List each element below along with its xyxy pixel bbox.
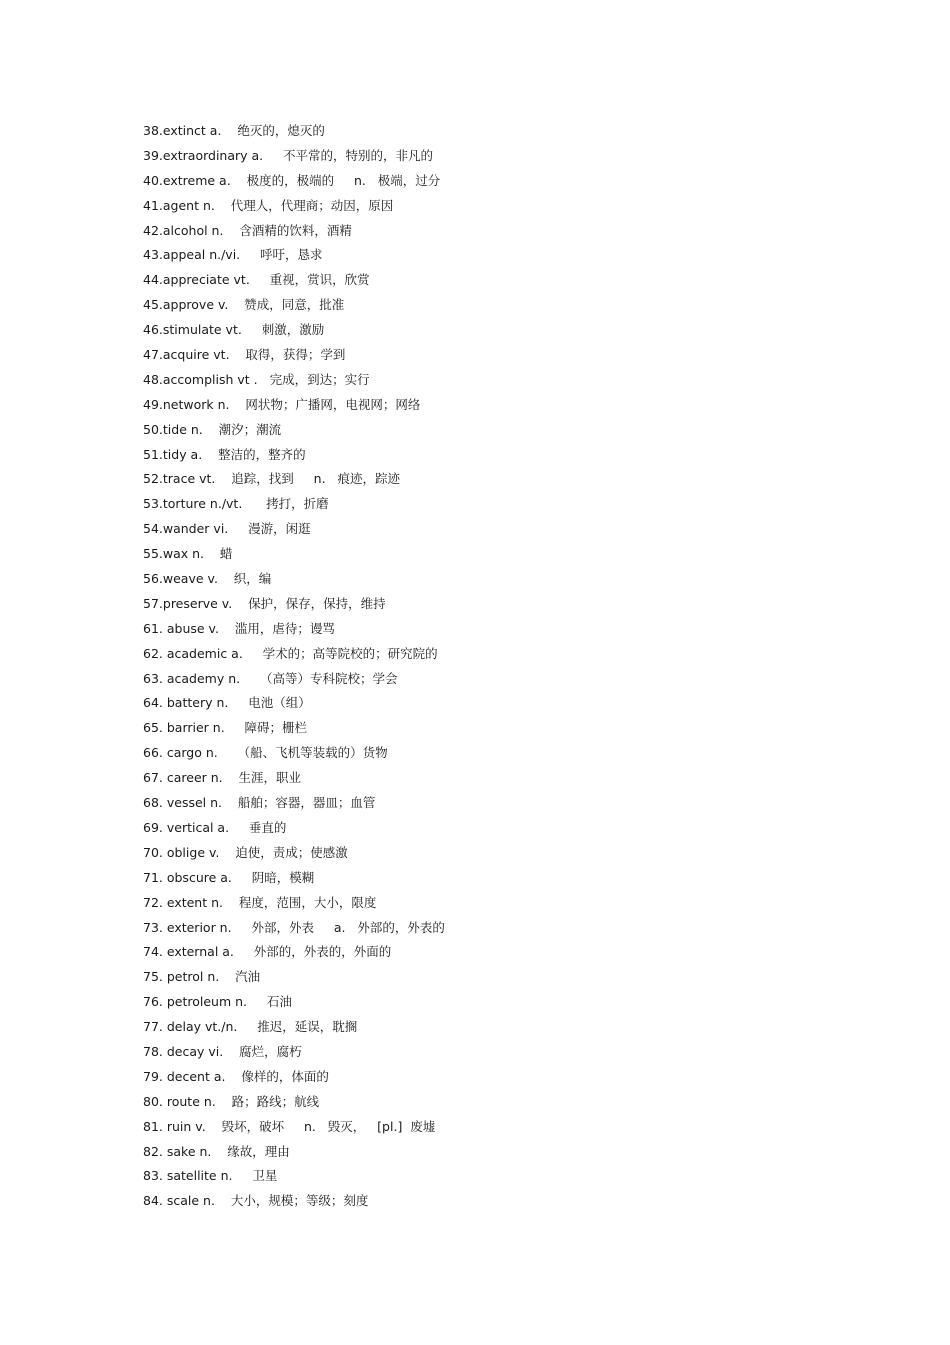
vocabulary-entry-text: 65. barrier n. 障碍；栅栏 [143,720,308,736]
vocabulary-entry-text: 44.appreciate vt. 重视，赏识，欣赏 [143,272,370,288]
vocabulary-entry [143,716,903,741]
vocabulary-entry [143,866,903,891]
vocabulary-entry [143,691,903,716]
vocabulary-entry-text: 43.appeal n./vi. 呼吁，恳求 [143,247,323,263]
vocabulary-entry-text: 41.agent n. 代理人，代理商；动因，原因 [143,197,394,213]
vocabulary-entry [143,467,903,492]
vocabulary-entry [143,517,903,542]
vocabulary-entry-text: 56.weave v. 织，编 [143,571,272,587]
vocabulary-entry-text: 70. oblige v. 迫使，责成；使感激 [143,844,348,860]
vocabulary-entry-text: 68. vessel n. 船舶；容器，器皿；血管 [143,795,376,811]
vocabulary-entry-text: 66. cargo n. （船、飞机等装载的）货物 [143,745,388,761]
vocabulary-entry [143,144,903,169]
vocabulary-entry [143,940,903,965]
vocabulary-entry-text: 62. academic a. 学术的；高等院校的；研究院的 [143,645,438,661]
vocabulary-entry [143,617,903,642]
vocabulary-entry-text: 78. decay vi. 腐烂，腐朽 [143,1043,302,1059]
vocabulary-entry-text: 77. delay vt./n. 推迟，延误，耽搁 [143,1019,358,1035]
vocabulary-entry [143,169,903,194]
vocabulary-entry-text: 69. vertical a. 垂直的 [143,819,287,835]
vocabulary-entry [143,243,903,268]
vocabulary-entry-text: 73. exterior n. 外部，外表 a. 外部的，外表的 [143,919,445,935]
vocabulary-entry-text: 50.tide n. 潮汐；潮流 [143,421,282,437]
vocabulary-entry [143,268,903,293]
vocabulary-entry-text: 52.trace vt. 追踪，找到 n. 痕迹，踪迹 [143,471,400,487]
vocabulary-entry [143,542,903,567]
vocabulary-entry [143,119,903,144]
vocabulary-entry-text: 46.stimulate vt. 刺激，激励 [143,322,325,338]
vocabulary-entry-text: 71. obscure a. 阴暗，模糊 [143,869,315,885]
vocabulary-entry-text: 67. career n. 生涯，职业 [143,770,302,786]
vocabulary-entry [143,916,903,941]
vocabulary-entry-text: 45.approve v. 赞成，同意，批准 [143,297,345,313]
vocabulary-entry [143,393,903,418]
vocabulary-entry-text: 39.extraordinary a. 不平常的，特别的，非凡的 [143,147,434,163]
vocabulary-entry [143,1189,903,1214]
vocabulary-entry [143,791,903,816]
vocabulary-entry-text: 64. battery n. 电池（组） [143,695,311,711]
vocabulary-list [143,119,903,1214]
vocabulary-entry [143,368,903,393]
vocabulary-entry [143,1090,903,1115]
vocabulary-entry [143,219,903,244]
vocabulary-entry [143,592,903,617]
vocabulary-entry [143,1164,903,1189]
vocabulary-entry-text: 49.network n. 网状物；广播网，电视网；网络 [143,396,421,412]
vocabulary-entry [143,293,903,318]
vocabulary-entry [143,418,903,443]
vocabulary-entry [143,567,903,592]
vocabulary-entry-text: 63. academy n. （高等）专科院校；学会 [143,670,398,686]
vocabulary-entry [143,1040,903,1065]
vocabulary-entry-text: 82. sake n. 缘故，理由 [143,1143,290,1159]
vocabulary-entry-text: 75. petrol n. 汽油 [143,969,261,985]
vocabulary-entry-text: 79. decent a. 像样的，体面的 [143,1068,329,1084]
vocabulary-entry [143,1140,903,1165]
vocabulary-entry [143,816,903,841]
vocabulary-entry [143,741,903,766]
vocabulary-entry [143,1015,903,1040]
vocabulary-entry-text: 61. abuse v. 滥用，虐待；谩骂 [143,620,335,636]
vocabulary-entry [143,318,903,343]
vocabulary-entry [143,841,903,866]
vocabulary-entry [143,343,903,368]
vocabulary-entry [143,492,903,517]
vocabulary-entry [143,1065,903,1090]
vocabulary-entry-text: 54.wander vi. 漫游，闲逛 [143,521,311,537]
vocabulary-entry-text: 80. route n. 路；路线；航线 [143,1093,320,1109]
vocabulary-entry-text: 51.tidy a. 整洁的，整齐的 [143,446,306,462]
vocabulary-entry-text: 72. extent n. 程度，范围，大小，限度 [143,894,377,910]
vocabulary-entry [143,990,903,1015]
vocabulary-entry-text: 55.wax n. 蜡 [143,546,233,562]
vocabulary-entry [143,642,903,667]
vocabulary-entry-text: 48.accomplish vt . 完成，到达；实行 [143,371,370,387]
vocabulary-entry-text: 84. scale n. 大小，规模；等级；刻度 [143,1193,369,1209]
vocabulary-entry [143,1115,903,1140]
vocabulary-entry [143,766,903,791]
vocabulary-entry-text: 53.torture n./vt. 拷打，折磨 [143,496,329,512]
vocabulary-entry-text: 38.extinct a. 绝灭的，熄灭的 [143,123,325,138]
vocabulary-entry-text: 83. satellite n. 卫星 [143,1168,278,1184]
vocabulary-entry [143,194,903,219]
vocabulary-entry [143,443,903,468]
vocabulary-entry-text: 47.acquire vt. 取得，获得；学到 [143,347,346,363]
vocabulary-entry-text: 57.preserve v. 保护，保存，保持，维持 [143,595,386,611]
vocabulary-entry-text: 42.alcohol n. 含酒精的饮料，酒精 [143,222,352,238]
vocabulary-entry [143,965,903,990]
vocabulary-entry-text: 40.extreme a. 极度的，极端的 n. 极端，过分 [143,172,441,188]
vocabulary-entry-text: 81. ruin v. 毁坏，破坏 n. 毁灭， [pl.] 废墟 [143,1118,436,1134]
vocabulary-entry [143,891,903,916]
vocabulary-entry [143,667,903,692]
vocabulary-entry-text: 76. petroleum n. 石油 [143,994,292,1010]
vocabulary-entry-text: 74. external a. 外部的，外表的，外面的 [143,944,392,960]
